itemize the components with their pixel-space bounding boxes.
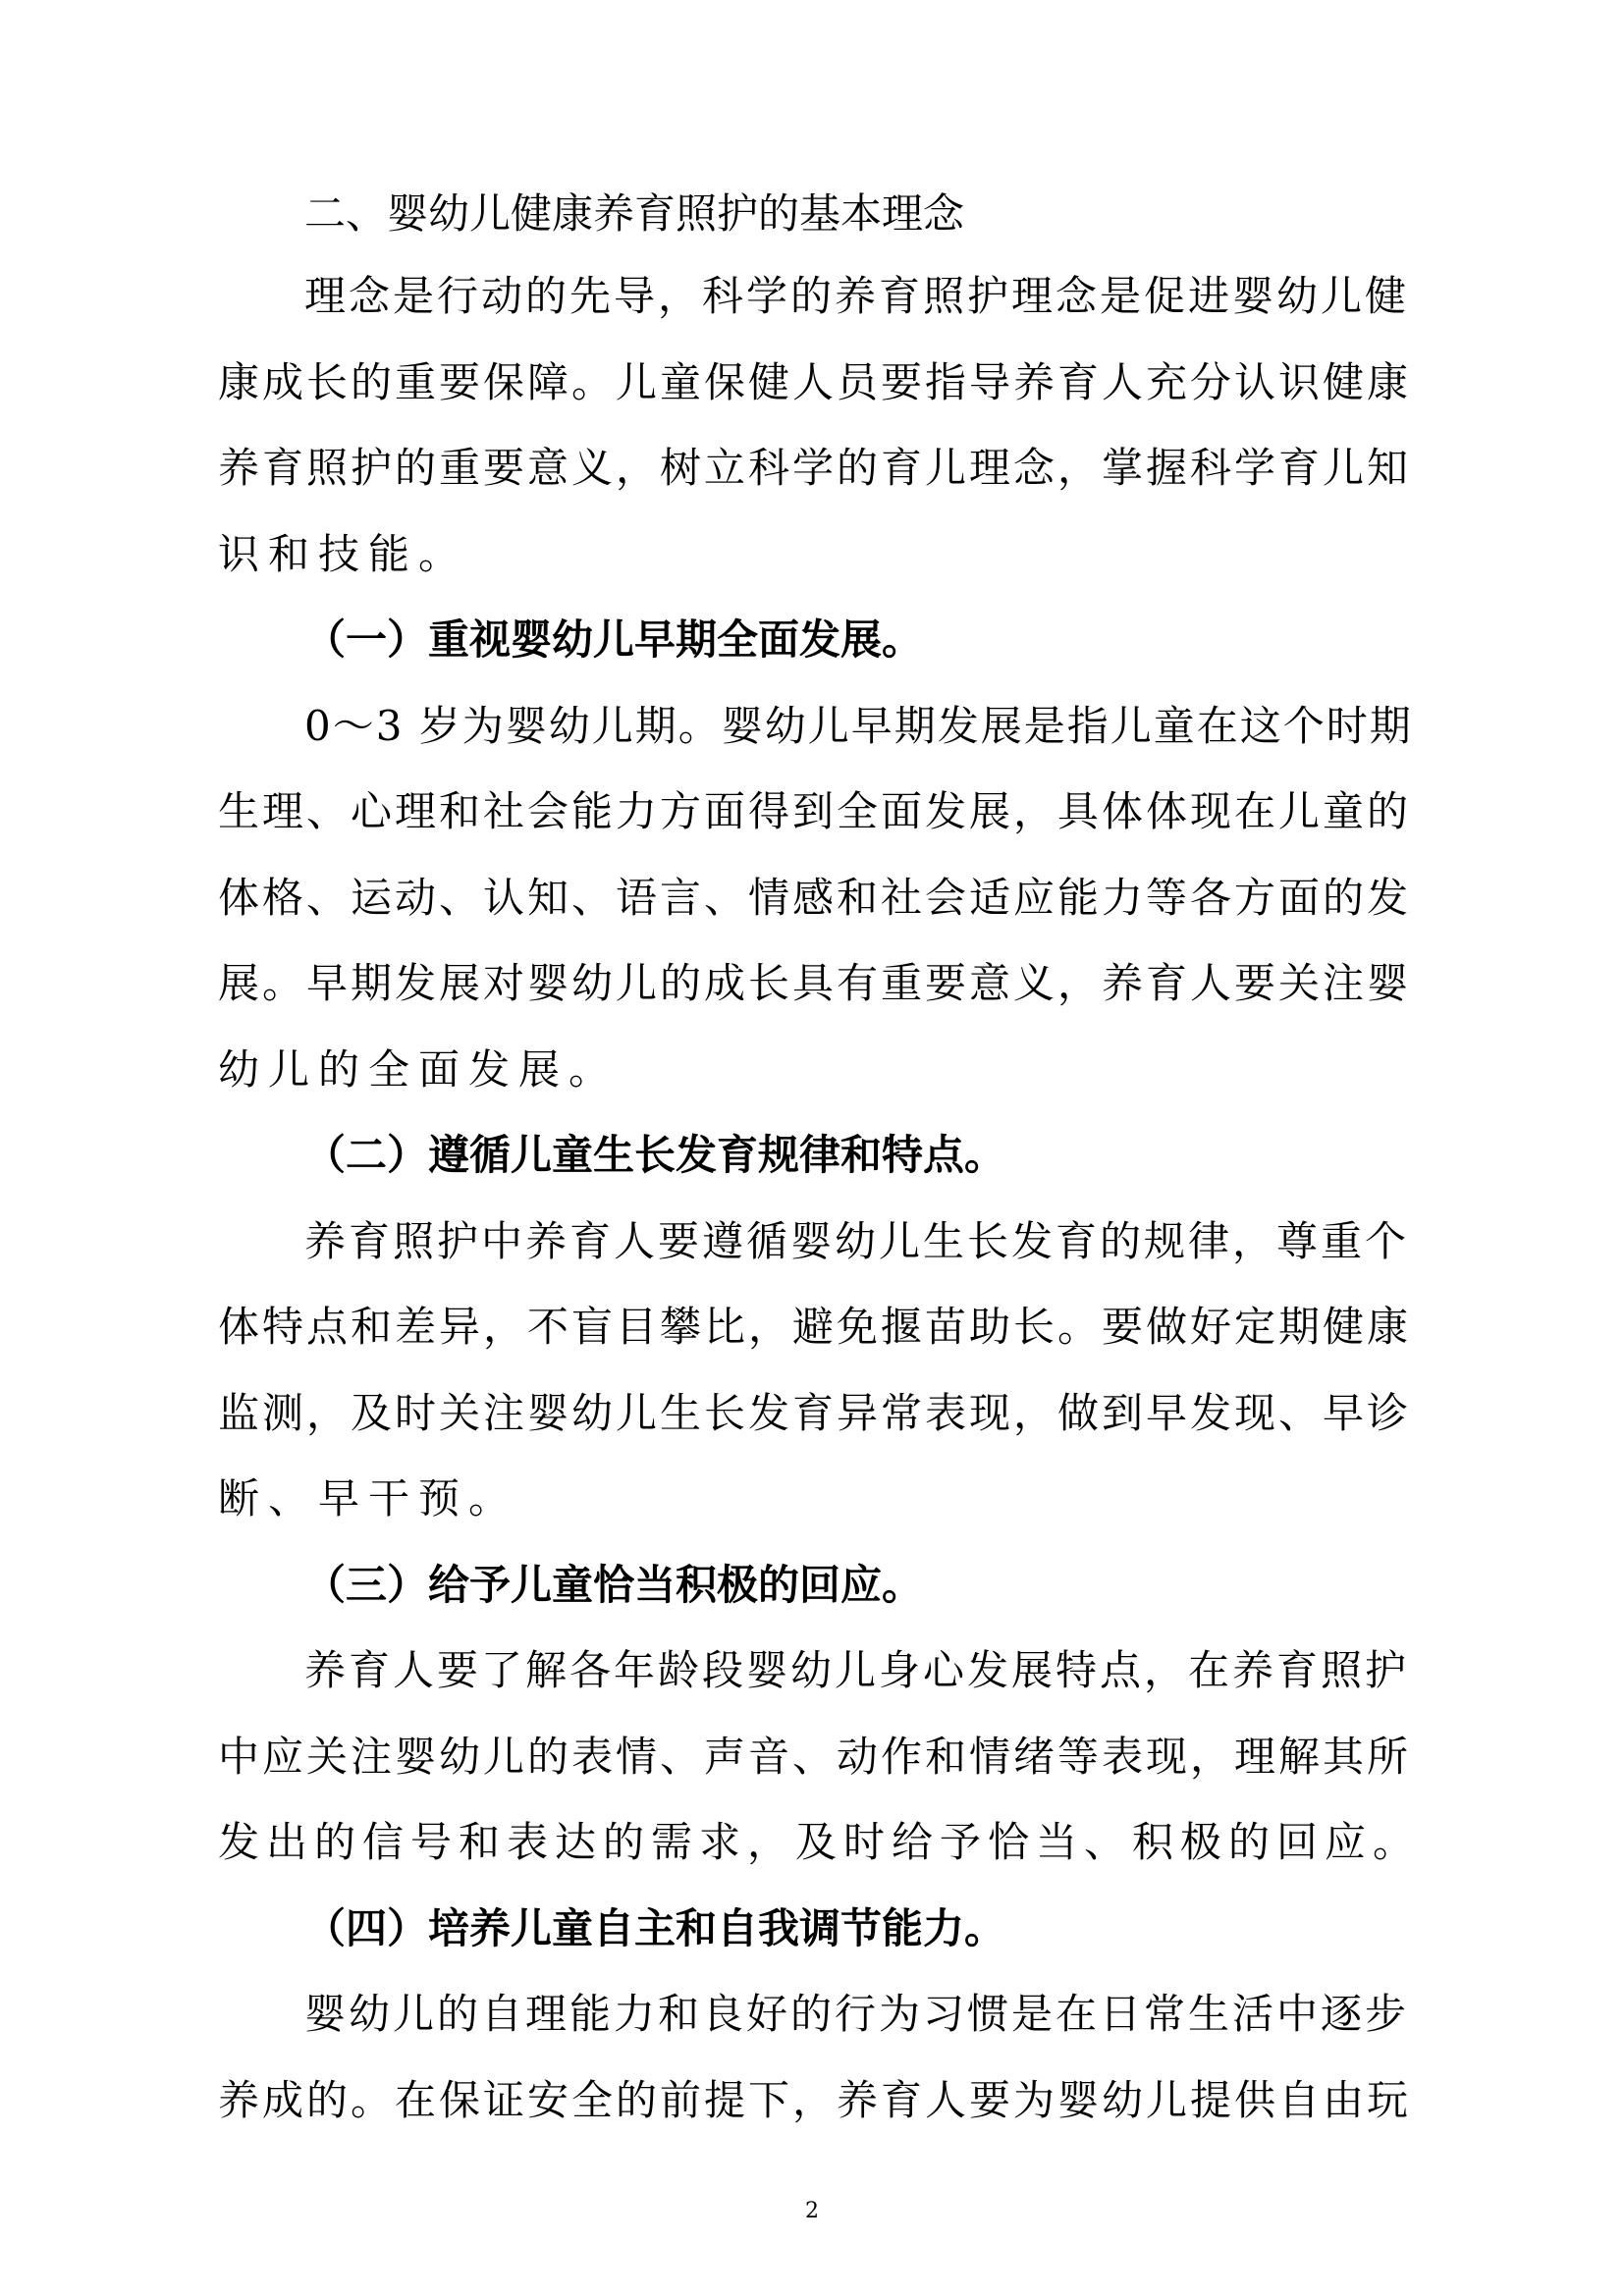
- paragraph-line: 生理、心理和社会能力方面得到全面发展，具体体现在儿童的: [218, 787, 1412, 835]
- paragraph-line: 体格、运动、认知、语言、情感和社会适应能力等各方面的发: [218, 874, 1412, 922]
- paragraph-line: 0～3 岁为婴幼儿期。婴幼儿早期发展是指儿童在这个时期: [304, 702, 1413, 750]
- paragraph-line: 展。早期发展对婴幼儿的成长具有重要意义，养育人要关注婴: [218, 959, 1412, 1007]
- paragraph-line: 养成的。在保证安全的前提下，养育人要为婴幼儿提供自由玩: [218, 2076, 1412, 2124]
- paragraph-line: 体特点和差异，不盲目攀比，避免揠苗助长。要做好定期健康: [218, 1303, 1412, 1351]
- paragraph-line: 监测，及时关注婴幼儿生长发育异常表现，做到早发现、早诊: [218, 1389, 1412, 1437]
- paragraph-line: 养育照护的重要意义，树立科学的育儿理念，掌握科学育儿知: [218, 444, 1412, 492]
- subsection-heading: （三）给予儿童恰当积极的回应。: [304, 1561, 924, 1609]
- paragraph-line: 发出的信号和表达的需求，及时给予恰当、积极的回应。: [218, 1818, 1422, 1866]
- paragraph-line: 康成长的重要保障。儿童保健人员要指导养育人充分认识健康: [218, 358, 1412, 406]
- paragraph-line: 理念是行动的先导，科学的养育照护理念是促进婴幼儿健: [304, 272, 1410, 320]
- paragraph-line: 断、早干预。: [218, 1474, 519, 1522]
- paragraph-line: 婴幼儿的自理能力和良好的行为习惯是在日常生活中逐步: [304, 1990, 1410, 2038]
- page-number: 2: [805, 2199, 819, 2223]
- paragraph-line: 养育人要了解各年龄段婴幼儿身心发展特点，在养育照护: [304, 1646, 1410, 1694]
- subsection-heading: （四）培养儿童自主和自我调节能力。: [304, 1904, 1006, 1952]
- subsection-heading: （二）遵循儿童生长发育规律和特点。: [304, 1131, 1006, 1179]
- paragraph-line: 识和技能。: [218, 530, 469, 578]
- section-title: 二、婴幼儿健康养育照护的基本理念: [304, 189, 965, 238]
- paragraph-line: 养育照护中养育人要遵循婴幼儿生长发育的规律，尊重个: [304, 1217, 1410, 1265]
- subsection-heading: （一）重视婴幼儿早期全面发展。: [304, 615, 924, 664]
- paragraph-line: 中应关注婴幼儿的表情、声音、动作和情绪等表现，理解其所: [218, 1733, 1412, 1781]
- paragraph-line: 幼儿的全面发展。: [218, 1045, 620, 1094]
